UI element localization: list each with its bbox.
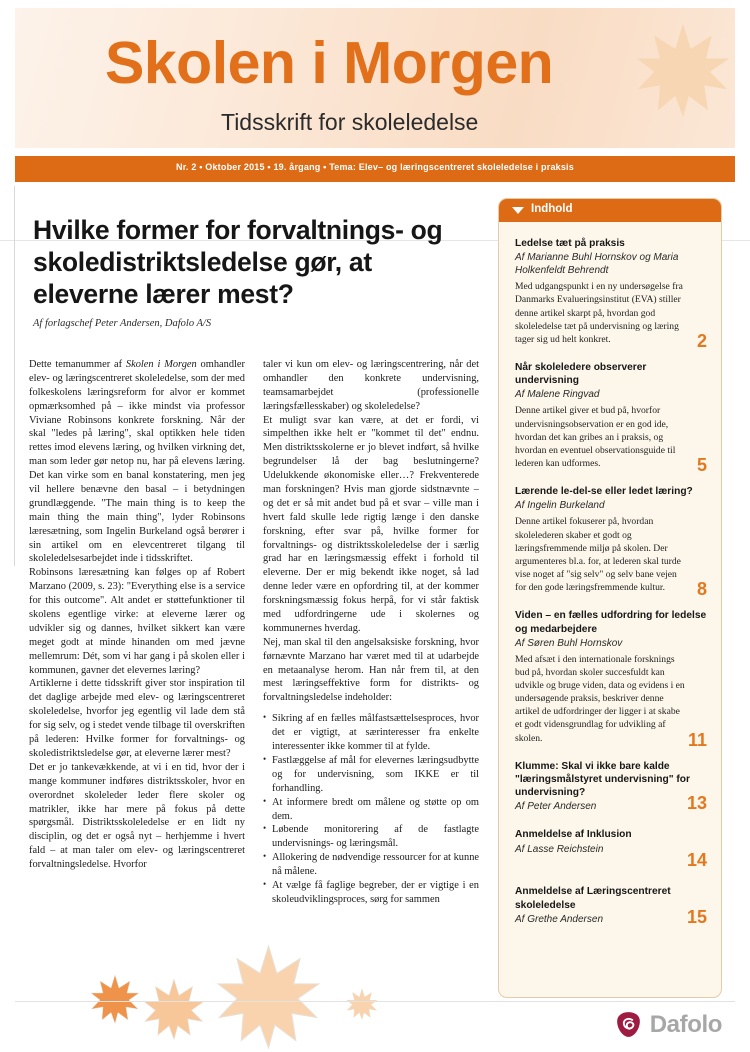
table-of-contents-panel <box>498 198 722 998</box>
toc-entry-author: Af Peter Andersen <box>515 801 597 813</box>
toc-list <box>499 223 722 937</box>
dafolo-knot-icon <box>615 1011 642 1038</box>
body-column-left <box>29 358 245 983</box>
toc-entry[interactable] <box>515 760 707 814</box>
body-paragraph: Artiklerne i dette tidsskrift giver stor inspiration til det daglige arbejde med elev- og læringscentreret skoleledelse, hvorfor jeg egentlig vil lade dem stå for sig selv, og i stedet vende tilbage til overskriften på lederen: Hvilke former for forvaltnings- og skoledistriktsledelse gør, at eleverne lærer mest? <box>29 678 245 759</box>
body-paragraph: Dette temanummer af Skolen i Morgen omhandler elev- og læringscentreret skoleledelse, som der med folkeskolens læringsreform for alvor er kommet opmærksomhed på – ikke mindst via professor Viviane Robinsons konkrete forskning. Når der skal "ledes på læring", skal optikken hele tiden rettes imod elevens læring, og hvilken virkning det, man som leder gør netop nu, har på elevens læring. Det kan virke som en banal konstatering, men jeg vil hellere benævne den basal – i betydningen grundlæggende. "The main thing is to keep the main thing the main thing", lyder Robinsons læresætning, som Ingelin Burkeland også berører i sin artikel om en elevcentreret tilgang til skoleledelsesarbejdet inde i tidsskriftet. <box>29 359 245 565</box>
decorative-star-icon <box>143 978 205 1040</box>
body-paragraph: Robinsons læresætning kan følges op af Robert Marzano (2009, s. 23): "Everything else is a service for this outcome". Alt andet er støttefunktioner til skolens egentlige virke: at eleverne lærer og udvikler sig og dannes, hvilket sikkert kan være meget godt at minde hinanden om med jævne mellemrum: Dét, som vi har gang i på skolen eller i kommunen, gavner det elevernes læring? <box>29 567 245 676</box>
publisher-name: Dafolo <box>649 1010 722 1038</box>
body-paragraph: Det er jo tankevækkende, at vi i en tid, hvor der i mange kommuner indføres distriktsskoler, hvor en overordnet skoleleder leder flere skoler og matrikler, ikke har mere på fokus på dette spørgsmål. Distriktsskoleledelse er en lidt ny disciplin, og det er også nyt – herhjemme i hvert fald – at man taler om elev- og læringscentreret forvaltningsledelse. Hvorfor <box>29 761 245 871</box>
footer-star-cluster <box>0 942 470 1052</box>
toc-entry-title: Anmeldelse af Læringscentreret skoleledelse <box>515 886 671 911</box>
toc-entry-page-number: 5 <box>696 455 707 476</box>
chevron-down-icon <box>512 207 524 214</box>
toc-entry-author: Af Marianne Buhl Hornskov og Maria Holkenfeldt Behrendt <box>515 252 679 277</box>
body-paragraph: taler vi kun om elev- og læringscentrering, når det omhandler den konkrete undervisning, teamsamarbejdet (professionelle læringsfællesskaber) og skoleledelse? <box>263 359 479 412</box>
bullet-list <box>263 712 479 906</box>
toc-entry-author: Af Lasse Reichstein <box>515 843 604 855</box>
toc-entry-page-number: 11 <box>687 729 707 750</box>
toc-entry-title: Lærende le-del-se eller ledet læring? <box>515 486 693 498</box>
toc-entry-description: Denne artikel giver et bud på, hvorfor undervisningsobservation er en god ide, hvordan det kan gribes an i praksis, og hvordan en eventuel observationsguide til lederen kan udformes. <box>515 405 676 470</box>
spacer <box>263 705 479 712</box>
toc-entry-page-number: 14 <box>686 850 707 871</box>
toc-entry-author: Af Grethe Andersen <box>515 913 604 925</box>
list-item: • Løbende monitorering af de fastlagte undervisnings- og læringsmål. <box>263 823 479 851</box>
toc-entry-title: Viden – en fælles udfordring for ledelse og medarbejdere <box>515 610 707 635</box>
list-item: • At vælge få faglige begreber, der er vigtige i en skoleudviklingsproces, sørg for sammen <box>263 879 479 907</box>
toc-entry-author: Af Søren Buhl Hornskov <box>515 637 623 649</box>
decorative-star-icon <box>90 974 140 1024</box>
toc-entry-title: Når skoleledere observerer undervisning <box>515 361 647 387</box>
toc-entry-title: Ledelse tæt på praksis <box>515 238 625 249</box>
footer-divider <box>15 1001 735 1002</box>
toc-entry-description: Denne artikel fokuserer på, hvordan skolelederen skaber et godt og læringsfremmende miljø på skolen. Der argumenteres bl.a. for, at lederen skal turde vise noget af "sig selv" og selv bane vejen for den gode læringsfremmende kultur. <box>515 516 681 594</box>
decorative-star-icon <box>216 944 321 1049</box>
toc-entry[interactable] <box>515 609 707 750</box>
decorative-star-icon <box>346 988 378 1020</box>
list-item: • Allokering de nødvendige ressourcer for at kunne nå målene. <box>263 851 479 879</box>
toc-entry-page-number: 8 <box>696 579 707 600</box>
toc-header[interactable] <box>498 198 722 222</box>
body-column-right <box>263 358 479 983</box>
issue-info: Nr. 2 • Oktober 2015 • 19. årgang • Tema: Elev– og læringscentreret skoleledelse i praksis <box>176 162 574 172</box>
toc-entry[interactable] <box>515 361 707 476</box>
masthead <box>15 8 735 148</box>
toc-entry[interactable] <box>515 237 707 351</box>
list-item: • Fastlæggelse af mål for elevernes læringsudbytte og for undervisning, som IKKE er til forhandling. <box>263 754 479 796</box>
toc-entry-title: Klumme: Skal vi ikke bare kalde "læringsmålstyret undervisning" for undervisning? <box>515 760 690 799</box>
journal-subtitle: Tidsskrift for skoleledelse <box>221 109 479 135</box>
list-item: • At informere bredt om målene og støtte op om dem. <box>263 796 479 824</box>
toc-entry[interactable] <box>515 828 707 870</box>
toc-entry-title: Anmeldelse af Inklusion <box>515 829 632 841</box>
article-byline: Af forlagschef Peter Andersen, Dafolo A/S <box>33 318 212 329</box>
decorative-star-icon <box>635 22 731 118</box>
body-paragraph: Et muligt svar kan være, at det er fordi, vi simpelthen ikke helt er "kommet til det" endnu. Men distriktsskolerne er jo blevet indført, så hvilke begrundelser lå der bag beslutningerne? Udelukkende økonomiske eller…? Frekventerede man forskningen? Hvis man gjorde sidstnævnte – og det er så mit andet bud på et svar – ville man i hvert fald skulle lede rigtig længe i den danske forskning, efter svar på, hvilke former for forvaltnings- og distriktsskoleledelse der i særlig grad har en læringsmæssig effekt i forhold til eleverne. Der er mig bekendt ikke noget, så lad denne leder være en opfordring til, at der kommer forskningsmæssig fokus herpå, for vi står faktisk med udfordringerne ude i skolernes og kommunernes hverdag. <box>263 414 479 634</box>
toc-entry[interactable] <box>515 885 707 927</box>
list-item: • Sikring af en fælles målfastsættelsesproces, hvor det er vigtigt, at særinteresser fra enkelte interessenter ikke kommer til at fylde. <box>263 712 479 754</box>
page-title: Hvilke former for forvaltnings- og skoledistriktsledelse gør, at eleverne lærer mest? <box>33 214 443 310</box>
body-paragraph: Nej, man skal til den angelsaksiske forskning, hvor førnævnte Marzano har været med til at udarbejde en metaanalyse herom. Han når frem til, at den mest læringseffektive form for distrikts- og forvaltningsledelse indeholder: <box>263 636 479 704</box>
toc-entry[interactable] <box>515 485 707 600</box>
toc-entry-page-number: 2 <box>696 330 707 351</box>
toc-entry-description: Med afsæt i den internationale forsknings bud på, hvordan skoler succesfuldt kan udvikle og bruge viden, data og evidens i en undersøgende praksis, beskriver denne artikel de udfordringer der ligger i at skabe et godt vidensgrundlag for udvikling af skolen. <box>515 653 685 744</box>
toc-entry-author: Af Ingelin Burkeland <box>515 500 605 512</box>
journal-title: Skolen i Morgen <box>105 30 554 96</box>
toc-entry-page-number: 13 <box>686 793 707 814</box>
toc-entry-author: Af Malene Ringvad <box>515 389 600 401</box>
toc-entry-page-number: 15 <box>686 907 707 928</box>
toc-header-label: Indhold <box>531 203 573 215</box>
issue-band <box>15 156 735 182</box>
publisher-logo <box>615 1011 722 1038</box>
toc-entry-description: Med udgangspunkt i en ny undersøgelse fra Danmarks Evalueringsinstitut (EVA) stiller denne artikel skarpt på, hvordan god skoleledelse tæt på undervisning og læring tager sig ud helt konkret. <box>515 281 683 345</box>
left-margin-rule <box>14 186 15 566</box>
